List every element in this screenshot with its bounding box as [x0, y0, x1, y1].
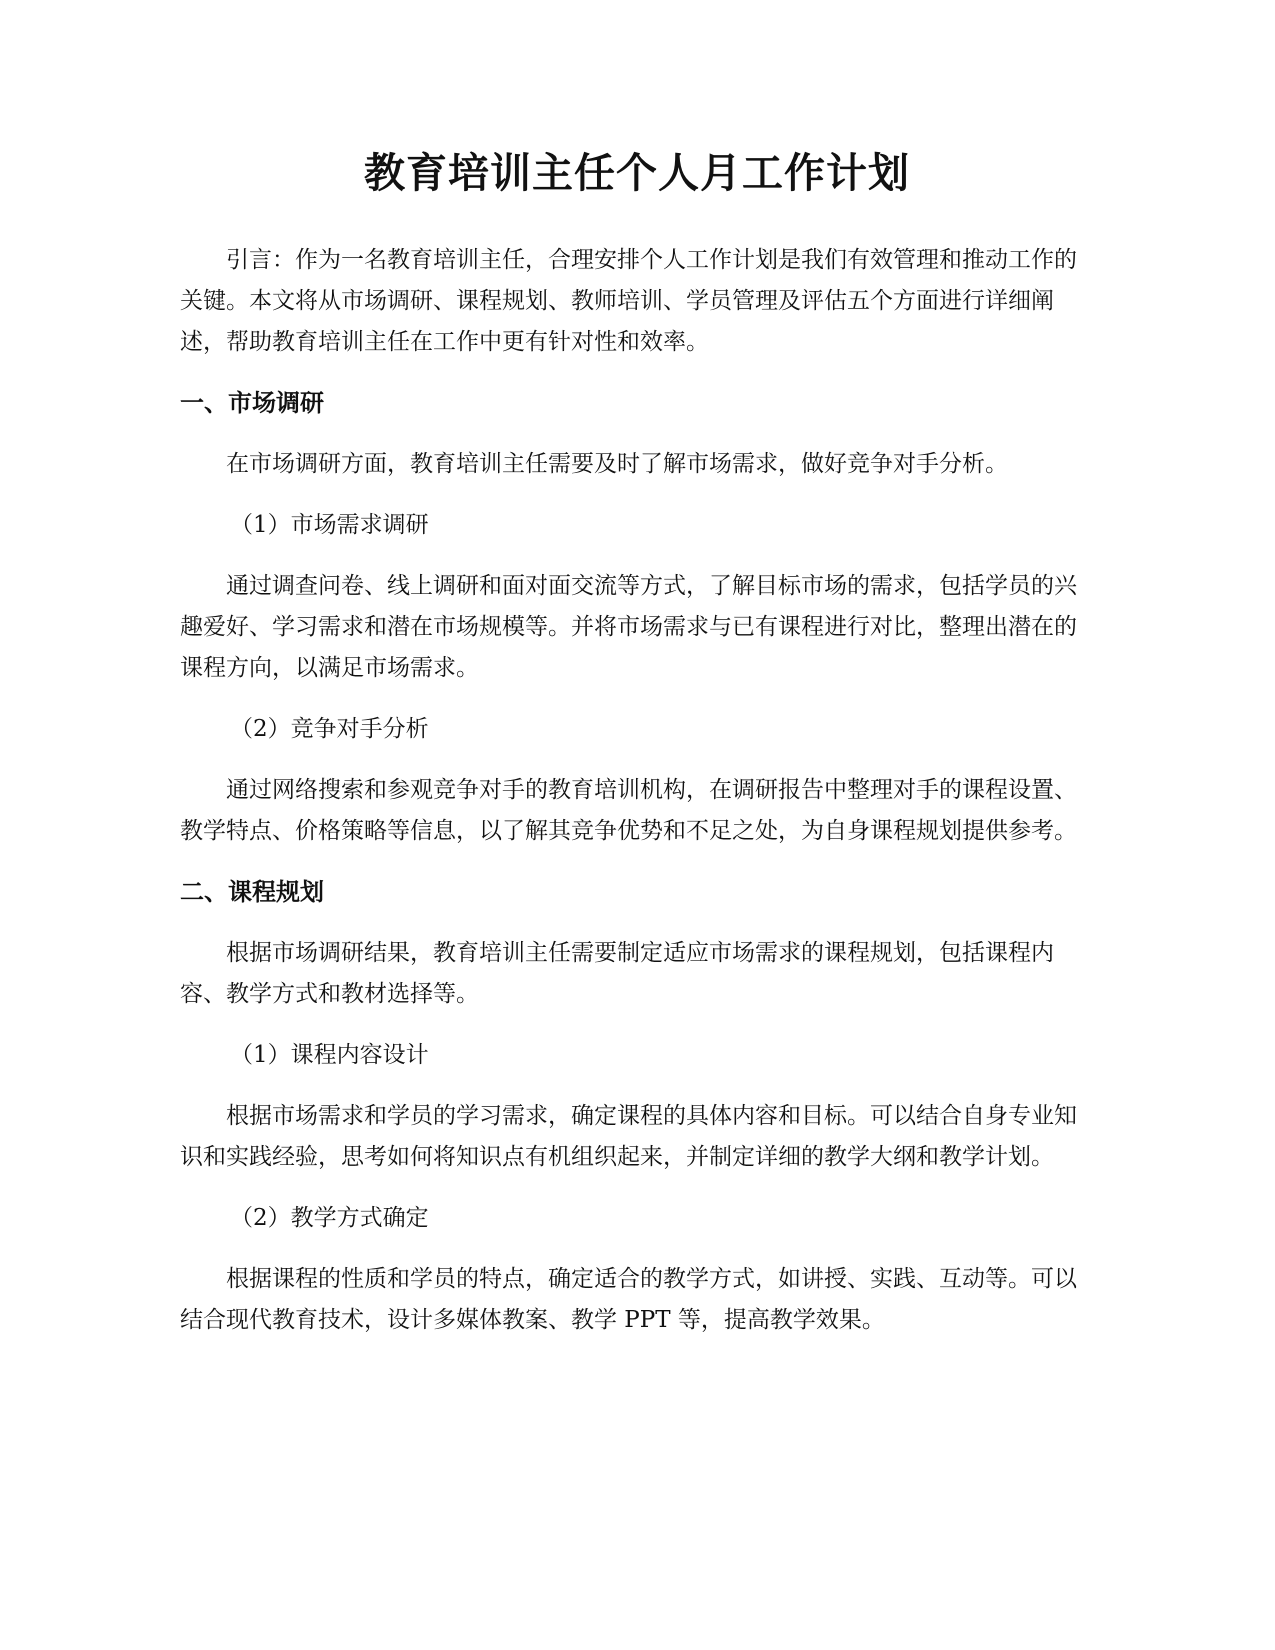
- body-paragraph: 通过网络搜索和参观竞争对手的教育培训机构，在调研报告中整理对手的课程设置、教学特点、价格策略等信息，以了解其竞争优势和不足之处，为自身课程规划提供参考。: [180, 777, 1077, 844]
- subsection-title-course-content: （1）课程内容设计: [230, 1042, 429, 1068]
- subsection-title-teaching-method: （2）教学方式确定: [230, 1205, 429, 1231]
- section-heading-market-research: 一、市场调研: [180, 389, 324, 417]
- body-paragraph: 根据市场需求和学员的学习需求，确定课程的具体内容和目标。可以结合自身专业知识和实践经验，思考如何将知识点有机组织起来，并制定详细的教学大纲和教学计划。: [180, 1103, 1077, 1170]
- body-paragraph: 通过调查问卷、线上调研和面对面交流等方式，了解目标市场的需求，包括学员的兴趣爱好、学习需求和潜在市场规模等。并将市场需求与已有课程进行对比，整理出潜在的课程方向，以满足市场需求。: [180, 573, 1077, 681]
- section-heading-course-planning: 二、课程规划: [180, 878, 324, 906]
- document-page: [180, 150, 1094, 1361]
- section-lead-paragraph: 根据市场调研结果，教育培训主任需要制定适应市场需求的课程规划，包括课程内容、教学方式和教材选择等。: [180, 940, 1054, 1007]
- section-lead-paragraph: 在市场调研方面，教育培训主任需要及时了解市场需求，做好竞争对手分析。: [226, 451, 1008, 477]
- document-title: 教育培训主任个人月工作计划: [364, 149, 910, 197]
- subsection-title-competitor-analysis: （2）竞争对手分析: [230, 716, 429, 742]
- body-paragraph: 根据课程的性质和学员的特点，确定适合的教学方式，如讲授、实践、互动等。可以结合现代教育技术，设计多媒体教案、教学 PPT 等，提高教学效果。: [180, 1266, 1077, 1333]
- intro-paragraph: 引言：作为一名教育培训主任，合理安排个人工作计划是我们有效管理和推动工作的关键。本文将从市场调研、课程规划、教师培训、学员管理及评估五个方面进行详细阐述，帮助教育培训主任在工作中更有针对性和效率。: [180, 247, 1077, 355]
- subsection-title-market-demand: （1）市场需求调研: [230, 512, 429, 538]
